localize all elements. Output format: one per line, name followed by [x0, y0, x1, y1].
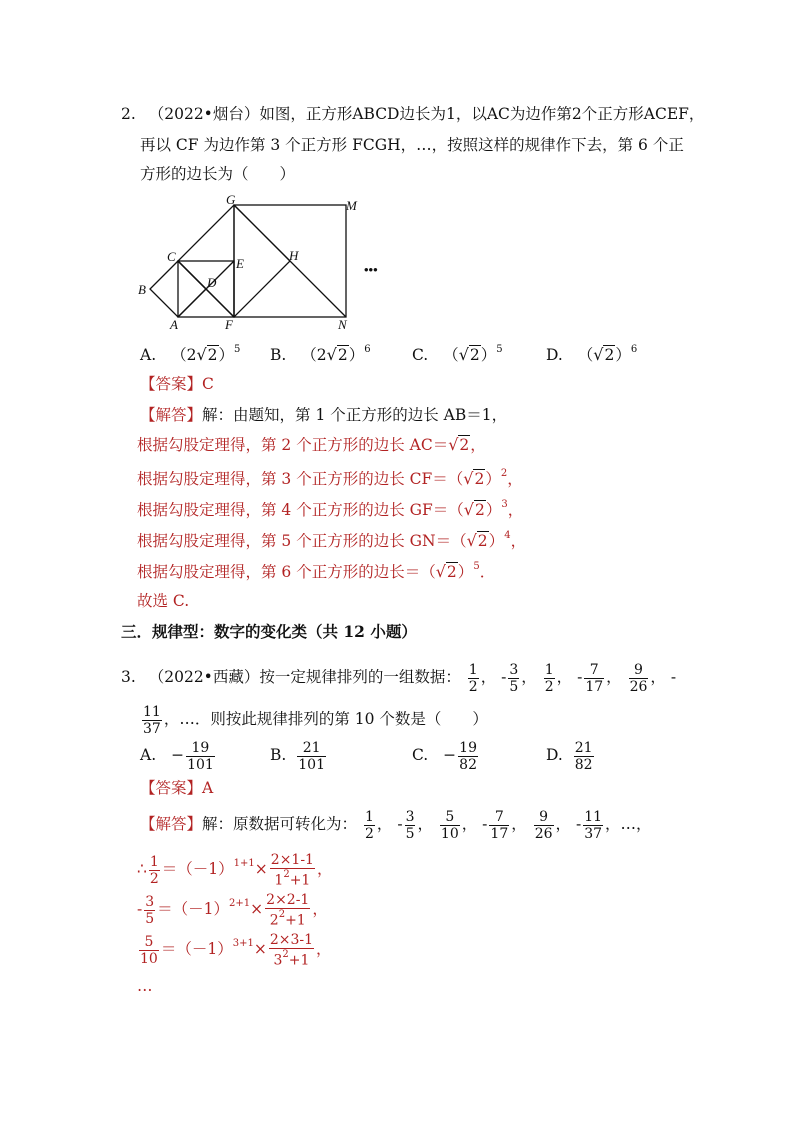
q3-step-3: $\frac{5}{10}$ $=(-1)^{3+1}\times$ $\frac{2\times 3-1}{3^2+1}$ ， — [140, 931, 332, 969]
label-E: E — [236, 256, 244, 271]
label-C: C — [167, 249, 176, 264]
q3-line2: $\frac{11}{37}$ ，…．则按此规律排列的第 10 个数是（ ） — [143, 703, 488, 737]
q3-option-c: C. − $\frac{19}{82}$ — [412, 739, 477, 773]
q2-option-d: D. $(√2)^6$ — [546, 344, 638, 365]
q2-solution-6: 根据勾股定理得，第 6 个正方形的边长$=(√2)^5$． — [137, 561, 496, 582]
label-A: A — [170, 317, 178, 332]
q2-option-c: C. $(√2)^5$ — [412, 344, 503, 365]
q3-solution-intro: 【解答】解：原数据可转化为： $\frac{1}{2}$ ， - $\frac{3}{5}$ ， $\frac{5}{10}$ ， - $\frac{7}{17}$ ， $\frac{9}{26}$ ， - $\frac{11}{37}$ ，…， — [140, 808, 652, 842]
label-D: D — [207, 275, 217, 290]
q2-conclusion: 故选 C. — [137, 592, 190, 610]
q2-option-b: B. $(2√2)^6$ — [270, 344, 371, 365]
q2-solution-5: 根据勾股定理得，第 5 个正方形的边长 $GN=(√2)^4$， — [137, 530, 527, 551]
q3-line1: 3. （2022•西藏）按一定规律排列的一组数据： $\frac{1}{2}$ ， - $\frac{3}{5}$ ， $\frac{1}{2}$ ， - $\frac{7}{17}$ ， $\frac{9}{26}$ ， - — [121, 661, 677, 695]
q2-solution-3: 根据勾股定理得，第 3 个正方形的边长 $CF=(√2)^2$， — [137, 468, 523, 489]
q2-line1 — [121, 104, 704, 124]
q2-solution-4: 根据勾股定理得，第 4 个正方形的边长 $GF=(√2)^3$， — [137, 499, 524, 520]
q3-step-1: ∴ $\frac{1}{2}$ $=(-1)^{1+1}\times$ $\frac{2\times 1-1}{1^2+1}$ ， — [137, 851, 333, 889]
section-3-heading: 三．规律型：数字的变化类（共 12 小题） — [121, 622, 417, 641]
label-H: H — [289, 248, 299, 263]
q2-answer: 【答案】C — [140, 375, 214, 393]
q2-solution-1: 【解答】解：由题知，第 1 个正方形的边长 AB＝1， — [140, 406, 508, 424]
label-N: N — [338, 317, 347, 332]
label-M: M — [346, 198, 357, 213]
q2-number: 2. — [121, 105, 136, 123]
q2-stem-2: 再以 CF 为边作第 3 个正方形 FCGH，…，按照这样的规律作下去，第 6 个正 — [140, 136, 684, 154]
q3-option-b: B. $\frac{21}{101}$ — [270, 739, 325, 773]
label-G: G — [226, 192, 236, 207]
q3-option-d: D. $\frac{21}{82}$ — [546, 739, 593, 773]
label-B: B — [138, 282, 146, 297]
continuation-dots: ••• — [364, 262, 378, 277]
q2-stem-1: （2022•烟台）如图，正方形ABCD边长为1，以AC为边作第2个正方形ACEF， — [148, 105, 705, 123]
q3-ellipsis: … — [137, 977, 153, 995]
squares-figure — [130, 190, 390, 335]
label-F: F — [225, 317, 233, 332]
q3-option-a: A. − $\frac{19}{101}$ — [140, 739, 214, 773]
q2-solution-2: 根据勾股定理得，第 2 个正方形的边长 AC＝√2， — [137, 435, 486, 454]
q2-stem-3: 方形的边长为（ ） — [140, 165, 296, 183]
q2-option-a: A. $(2√2)^5$ — [140, 344, 241, 365]
q3-step-2: - $\frac{3}{5}$ $=(-1)^{2+1}\times$ $\frac{2\times 2-1}{2^2+1}$ ， — [137, 891, 328, 929]
q3-answer: 【答案】A — [140, 779, 214, 797]
